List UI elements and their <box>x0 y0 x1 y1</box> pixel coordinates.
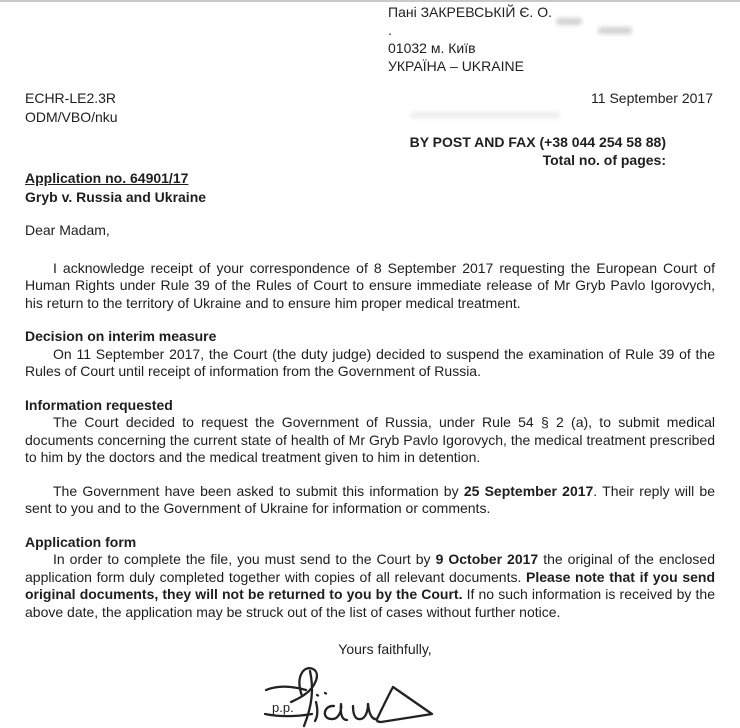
case-reference-block <box>25 169 206 206</box>
redaction-smudge <box>598 27 632 34</box>
letter-date: 11 September 2017 <box>591 90 713 106</box>
reference-code-2: ODM/VBO/nku <box>25 108 118 125</box>
redaction-smudge <box>556 18 582 25</box>
reference-codes <box>25 89 118 126</box>
total-pages-label: Total no. of pages: <box>542 152 666 168</box>
delivery-method: BY POST AND FAX (+38 044 254 58 88) <box>409 134 666 150</box>
delivery-method-block <box>410 133 666 169</box>
heading-information-requested: Information requested <box>25 396 173 413</box>
heading-application-form: Application form <box>25 533 137 550</box>
case-title: Gryb v. Russia and Ukraine <box>25 188 207 205</box>
recipient-address-block <box>388 3 552 75</box>
letter-body <box>25 222 715 659</box>
salutation: Dear Madam, <box>25 222 110 238</box>
paragraph-application-form: In order to complete the file, you must send to the Court by 9 October 2017 the original of the enclosed application form duly completed together with copies of all relevant documents. Please note that if you send original documents, they will not be returned to you by the Court. If no such information is received by the above date, the application may be struck out of the list of cases without further notice. <box>25 551 716 620</box>
recipient-country: УКРАЇНА – UKRAINE <box>388 58 524 74</box>
recipient-redacted-line <box>388 21 552 39</box>
paragraph-decision: On 11 September 2017, the Court (the duty judge) decided to suspend the examination of Rule 39 of the Rules of Court until receipt of information from the Government of Russia. <box>25 345 715 379</box>
application-number: Application no. 64901/17 <box>25 170 189 186</box>
paragraph-information-requested: The Court decided to request the Government of Russia, under Rule 54 § 2 (a), to submit medical documents concerning the current state of health of Mr Gryb Pavlo Igorovych, the medical treatment prescribed to him by the doctors and the medical treatment given to him in detention. <box>25 414 715 465</box>
closing-salutation: Yours faithfully, <box>338 641 432 657</box>
reference-code-1: ECHR-LE2.3R <box>25 90 117 106</box>
paragraph-acknowledgement: I acknowledge receipt of your correspondence of 8 September 2017 requesting the European Court of Human Rights under Rule 39 of the Rules of Court to ensure immediate release of Mr Gryb Pavlo Igorovych, his return to the territory of Ukraine and to ensure him proper medical treatment. <box>25 259 715 311</box>
scan-top-edge <box>0 0 740 2</box>
pp-label: p.p. <box>272 700 294 715</box>
paragraph-government-deadline: The Government have been asked to submit this information by 25 September 2017. Their reply will be sent to you and to the Government of Ukraine for information or comments. <box>25 482 716 516</box>
redaction-smudge <box>410 112 560 118</box>
heading-decision-interim-measure: Decision on interim measure <box>25 328 217 344</box>
recipient-city: 01032 м. Київ <box>388 40 476 56</box>
redacted-line-prefix: . <box>388 22 392 38</box>
handwritten-signature <box>258 662 443 728</box>
recipient-name: Пані ЗАКРЕВСЬКІЙ Є. О. <box>388 4 552 20</box>
